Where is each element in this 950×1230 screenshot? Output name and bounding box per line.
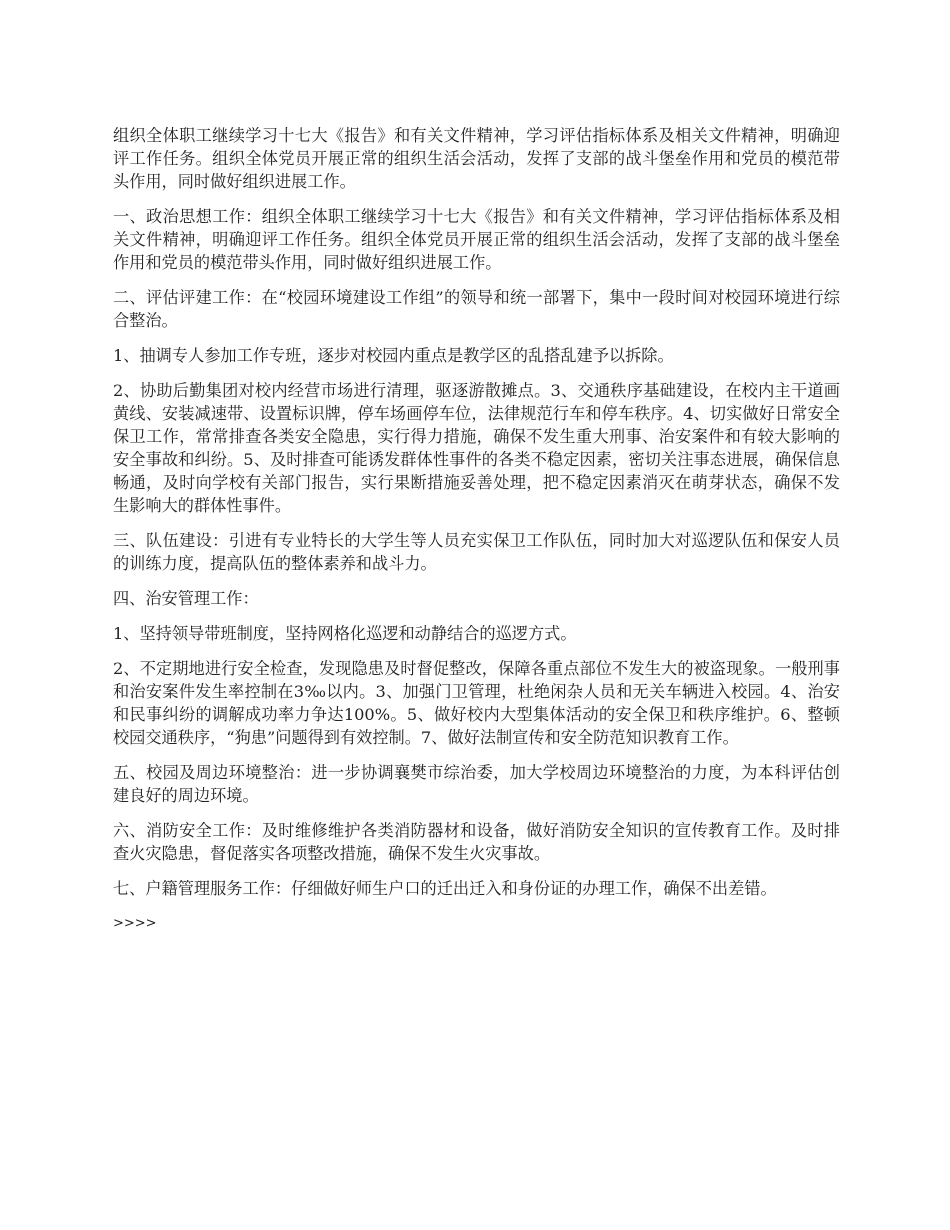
- paragraph-intro: 组织全体职工继续学习十七大《报告》和有关文件精神，学习评估指标体系及相关文件精神，明确迎评工作任务。组织全体党员开展正常的组织生活会活动，发挥了支部的战斗堡垒作用和党员的模范带头作用，同时做好组织进展工作。: [113, 126, 840, 191]
- paragraph-evaluation-item-1: 1、抽调专人参加工作专班，逐步对校园内重点是教学区的乱搭乱建予以拆除。: [113, 346, 674, 365]
- paragraph-evaluation-work: 二、评估评建工作：在“校园环境建设工作组”的领导和统一部署下，集中一段时间对校园环境进行综合整治。: [113, 288, 840, 330]
- paragraph-team-building: 三、队伍建设：引进有专业特长的大学生等人员充实保卫工作队伍，同时加大对巡逻队伍和保安人员的训练力度，提高队伍的整体素养和战斗力。: [113, 531, 840, 573]
- paragraph-security-heading: 四、治安管理工作：: [113, 589, 259, 608]
- paragraph-security-item-1: 1、坚持领导带班制度，坚持网格化巡逻和动静结合的巡逻方式。: [113, 624, 577, 643]
- paragraph-household-registration: 七、户籍管理服务工作：仔细做好师生户口的迁出迁入和身份证的办理工作，确保不出差错。: [113, 879, 777, 898]
- paragraph-fire-safety: 六、消防安全工作：及时维修维护各类消防器材和设备，做好消防安全知识的宣传教育工作。及时排查火灾隐患，督促落实各项整改措施，确保不发生火灾事故。: [113, 821, 840, 863]
- paragraph-campus-environment: 五、校园及周边环境整治：进一步协调襄樊市综治委，加大学校周边环境整治的力度，为本科评估创建良好的周边环境。: [113, 763, 840, 805]
- paragraph-political-work: 一、政治思想工作：组织全体职工继续学习十七大《报告》和有关文件精神，学习评估指标体系及相关文件精神，明确迎评工作任务。组织全体党员开展正常的组织生活会活动，发挥了支部的战斗堡垒作用和党员的模范带头作用，同时做好组织进展工作。: [113, 207, 840, 272]
- end-mark: >>>>: [113, 916, 157, 931]
- paragraph-security-item-2: 2、不定期地进行安全检查，发现隐患及时督促整改，保障各重点部位不发生大的被盗现象。一般刑事和治安案件发生率控制在3‰以内。3、加强门卫管理，杜绝闲杂人员和无关车辆进入校园。4、治安和民事纠纷的调解成功率力争达100%。5、做好校内大型集体活动的安全保卫和秩序维护。6、整顿校园交通秩序，“狗患”问题得到有效控制。7、做好法制宣传和安全防范知识教育工作。: [113, 659, 840, 747]
- document-body: [113, 124, 840, 947]
- paragraph-evaluation-item-2: 2、协助后勤集团对校内经营市场进行清理，驱逐游散摊点。3、交通秩序基础建设，在校内主干道画黄线、安装减速带、设置标识牌，停车场画停车位，法律规范行车和停车秩序。4、切实做好日常安全保卫工作，常常排查各类安全隐患，实行得力措施，确保不发生重大刑事、治安案件和有较大影响的安全事故和纠纷。5、及时排查可能诱发群体性事件的各类不稳定因素，密切关注事态进展，确保信息畅通，及时向学校有关部门报告，实行果断措施妥善处理，把不稳定因素消灭在萌芽状态，确保不发生影响大的群体性事件。: [113, 381, 840, 515]
